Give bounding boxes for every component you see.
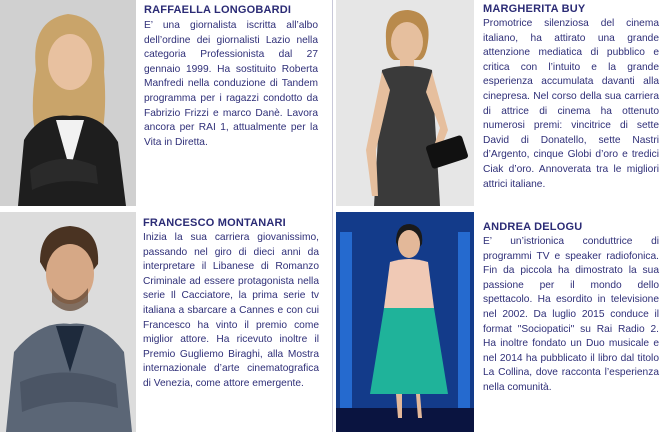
francesco-montanari-photo (0, 212, 136, 432)
profile-name: FRANCESCO MONTANARI (143, 217, 286, 229)
margherita-buy-photo (336, 0, 474, 206)
raffaella-longobardi-photo (0, 0, 136, 206)
profile-name: ANDREA DELOGU (483, 221, 583, 233)
profile-name: RAFFAELLA LONGOBARDI (144, 4, 292, 16)
column-divider (332, 0, 333, 432)
profile-bio: E’ una giornalista iscritta all’albo dell’ordine dei giornalisti Lazio nella categoria Professionista dal 27 gennaio 1999. Ha sostituito Roberta Manfredi nella conduzione di Tandem programma per i ragazzi condotto da Fabrizio Frizzi e marco Danè. Lavora ancora per RAI 1, attualmente per la Vita in Diretta. (144, 20, 318, 148)
profile-bio: E’ un’istrionica conduttrice di programmi TV e speaker radiofonica. Fin da piccola ha dimostrato la sua passione per il mondo dello spettacolo. Ha esordito in televisione nel 2002. Da luglio 2015 conduce il format "Sociopatici" su Rai Radio 2. Ha inoltre fondato un Duo musicale e nel 2014 ha pubblicato il libro dal titolo La Collina, dove racconta l’esperienza nella comunità. (483, 236, 659, 393)
andrea-delogu-photo (336, 212, 474, 432)
profile-bio: Promotrice silenziosa del cinema italiano, ha attirato una grande attenzione mediatica di pubblico e critica con l’intuito e la grande esperienza accumulata davanti alla cinepresa. Nel corso della sua carriera di attrice di cinema ha ottenuto numerosi premi: vincitrice di sette David di Donatello, sette Nastri d’Argento, cinque Globi d’oro e tredici Ciak d’oro. Annoverata tra le migliori attrici italiane. (483, 18, 659, 190)
profile-bio: Inizia la sua carriera giovanissimo, passando nel giro di dieci anni da interpretare il Libanese di Romanzo Criminale ad essere protagonista nella serie Il Cacciatore, la prima serie tv italiana a sbarcare a Cannes e con cui Francesco ha vinto il premio come miglior attore. Ha ricevuto inoltre il Premio Gugliemo Biraghi, alla Mostra internazionale d’arte cinematografica di Venezia, come attore emergente. (143, 232, 319, 389)
profile-name: MARGHERITA BUY (483, 3, 586, 15)
